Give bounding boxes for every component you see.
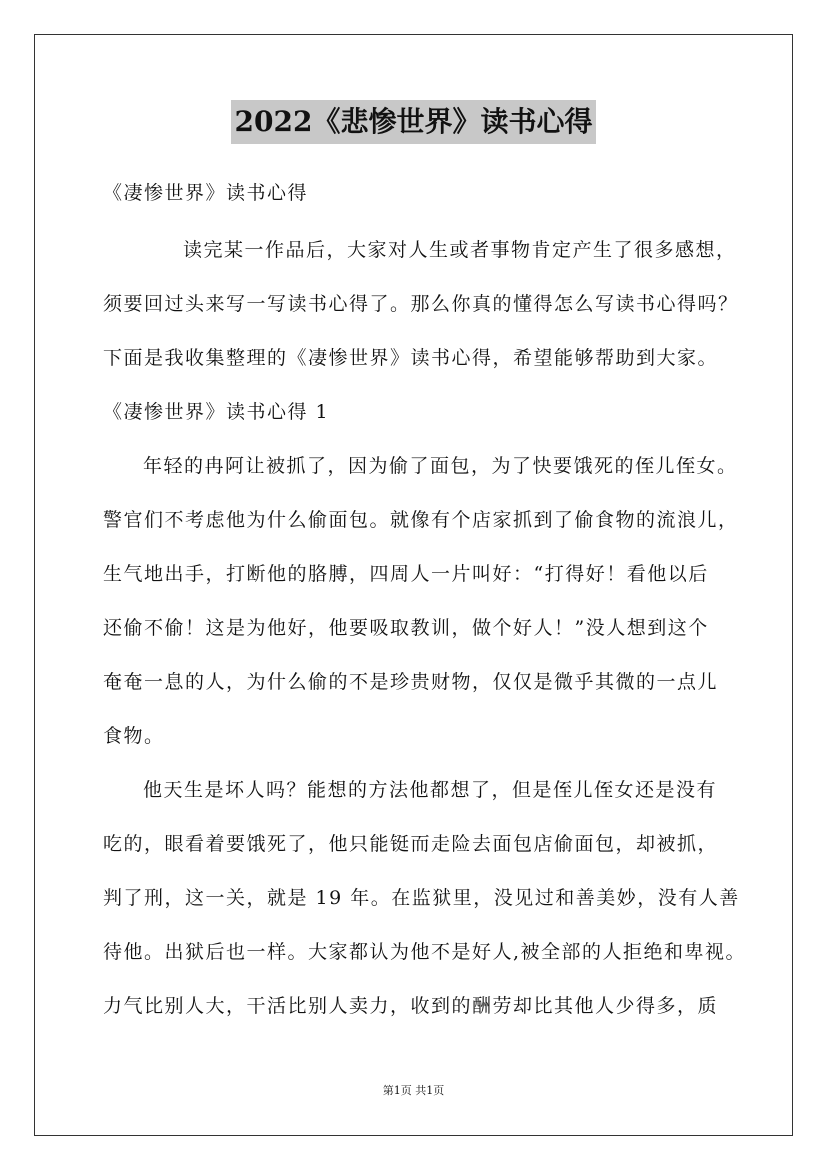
intro-line: 下面是我收集整理的《凄惨世界》读书心得，希望能够帮助到大家。 bbox=[103, 347, 719, 369]
paragraph-line: 食物。 bbox=[103, 725, 165, 747]
intro-line: 须要回过头来写一写读书心得了。那么你真的懂得怎么写读书心得吗？ bbox=[103, 293, 739, 315]
paragraph-line: 吃的，眼看着要饿死了，他只能铤而走险去面包店偷面包，却被抓， bbox=[103, 833, 719, 855]
intro-line: 读完某一作品后，大家对人生或者事物肯定产生了很多感想， bbox=[183, 239, 737, 261]
page-footer: 第1页 共1页 bbox=[382, 1084, 445, 1097]
document-title: 2022《悲惨世界》读书心得 bbox=[231, 100, 597, 144]
paragraph-line: 年轻的冉阿让被抓了，因为偷了面包，为了快要饿死的侄儿侄女。 bbox=[143, 455, 738, 477]
section-heading: 《凄惨世界》读书心得 1 bbox=[103, 401, 330, 423]
paragraph-line: 他天生是坏人吗？能想的方法他都想了，但是侄儿侄女还是没有 bbox=[143, 779, 718, 801]
paragraph-line: 力气比别人大，干活比别人卖力，收到的酬劳却比其他人少得多，质 bbox=[103, 995, 719, 1017]
paragraph-line: 生气地出手，打断他的胳膊，四周人一片叫好：“打得好！看他以后 bbox=[103, 563, 709, 585]
paragraph-line: 奄奄一息的人，为什么偷的不是珍贵财物，仅仅是微乎其微的一点儿 bbox=[103, 671, 719, 693]
paragraph-line: 警官们不考虑他为什么偷面包。就像有个店家抓到了偷食物的流浪儿， bbox=[103, 509, 739, 531]
paragraph-line: 判了刑，这一关，就是 19 年。在监狱里，没见过和善美妙，没有人善 bbox=[103, 887, 740, 909]
document-subtitle: 《凄惨世界》读书心得 bbox=[103, 182, 309, 204]
title-container bbox=[0, 100, 827, 144]
paragraph-line: 还偷不偷！这是为他好，他要吸取教训，做个好人！”没人想到这个 bbox=[103, 617, 709, 639]
paragraph-line: 待他。出狱后也一样。大家都认为他不是好人,被全部的人拒绝和卑视。 bbox=[103, 941, 747, 963]
